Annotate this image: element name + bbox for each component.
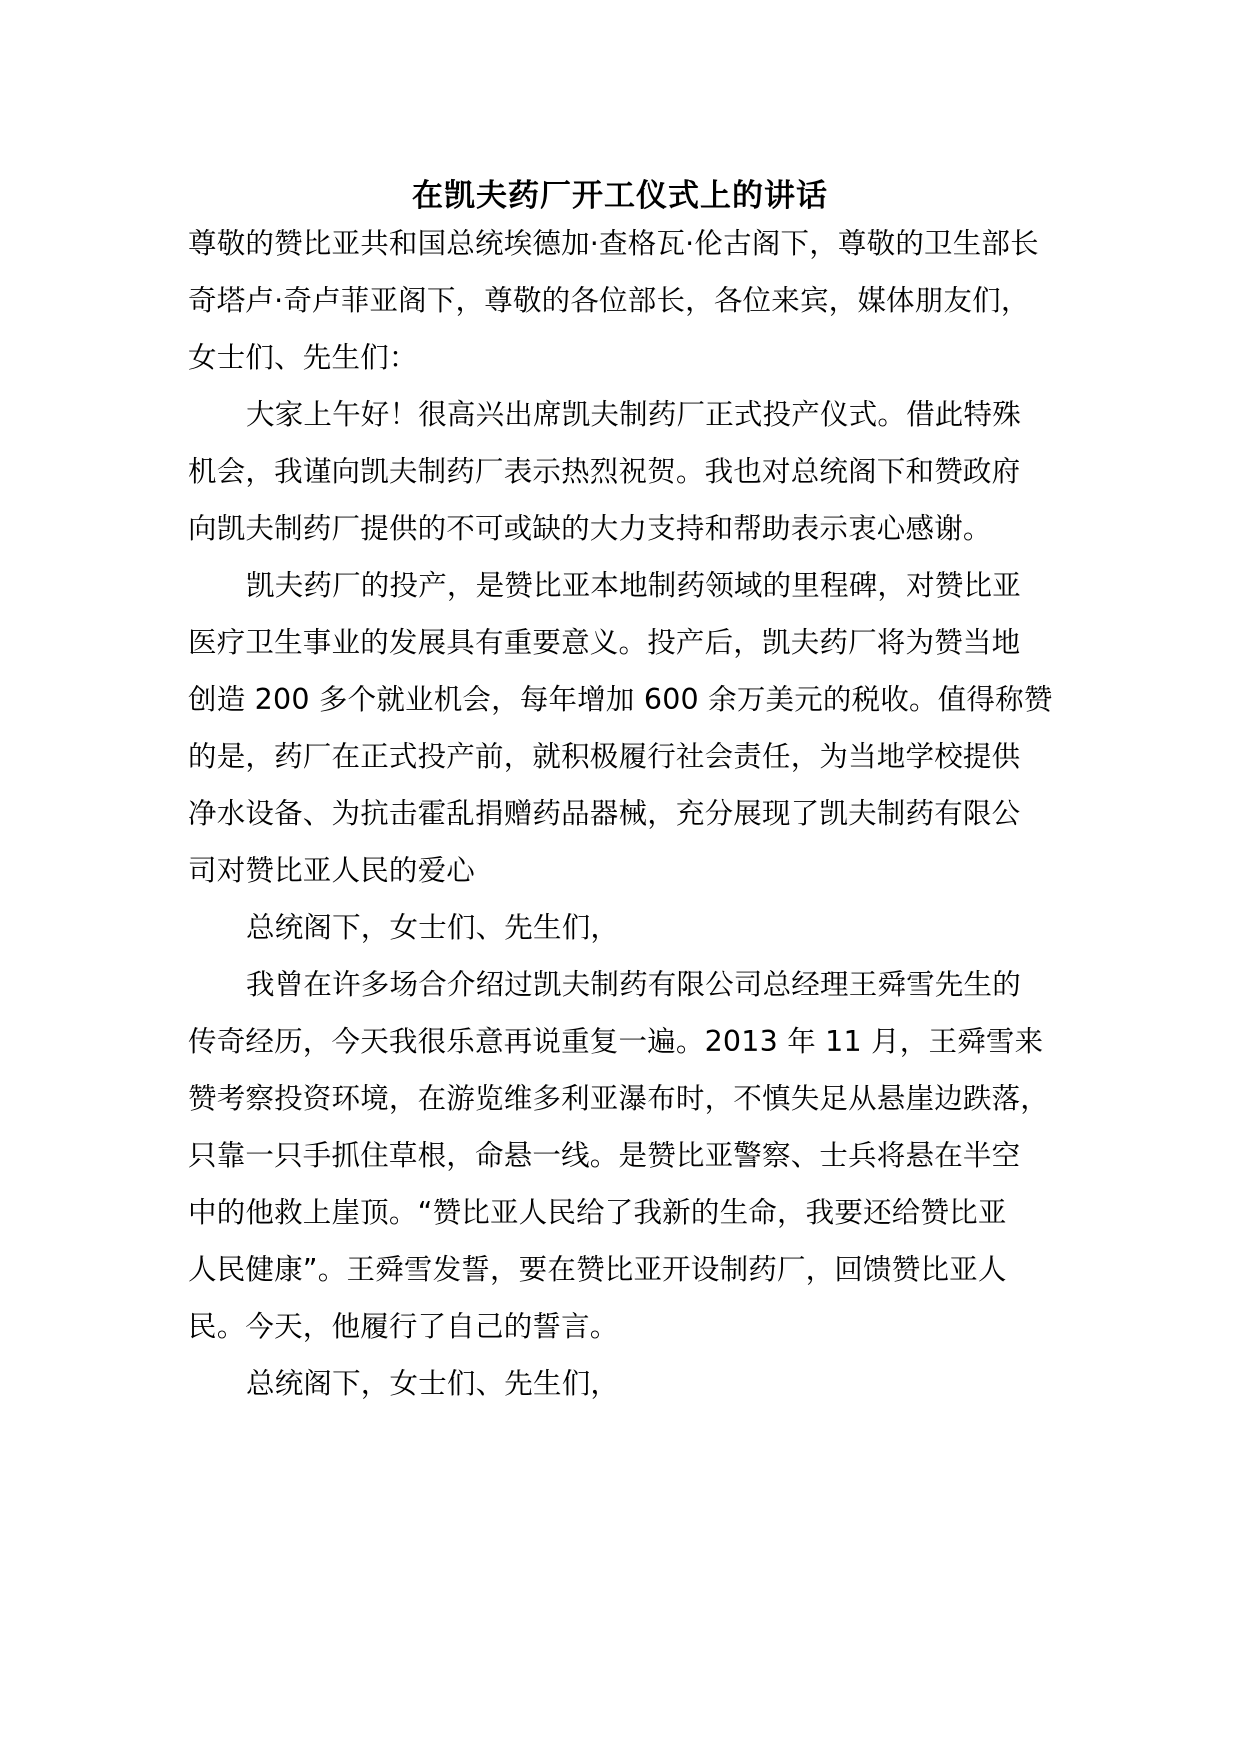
- paragraph-3-line-7: 民。今天，他履行了自己的誓言。: [188, 1310, 619, 1343]
- paragraph-1-line-3: 向凯夫制药厂提供的不可或缺的大力支持和帮助表示衷心感谢。: [188, 512, 992, 545]
- paragraph-3-line-2: 传奇经历，今天我很乐意再说重复一遍。2013 年 11 月，王舜雪来: [188, 1025, 1044, 1058]
- paragraph-2-line-1: 凯夫药厂的投产，是赞比亚本地制药领域的里程碑，对赞比亚: [246, 569, 1021, 602]
- paragraph-3-line-5: 中的他救上崖顶。“赞比亚人民给了我新的生命，我要还给赞比亚: [188, 1196, 1007, 1229]
- address-line-1: 总统阁下，女士们、先生们，: [246, 911, 620, 944]
- greeting-line-2: 奇塔卢·奇卢菲亚阁下，尊敬的各位部长，各位来宾，媒体朋友们，: [188, 284, 1030, 317]
- paragraph-1-line-1: 大家上午好！很高兴出席凯夫制药厂正式投产仪式。借此特殊: [246, 398, 1021, 431]
- document-title: 在凯夫药厂开工仪式上的讲话: [412, 178, 828, 214]
- greeting-line-1: 尊敬的赞比亚共和国总统埃德加·查格瓦·伦古阁下，尊敬的卫生部长: [188, 227, 1039, 260]
- paragraph-3-line-6: 人民健康”。王舜雪发誓，要在赞比亚开设制药厂，回馈赞比亚人: [188, 1253, 1007, 1286]
- paragraph-3-line-4: 只靠一只手抓住草根，命悬一线。是赞比亚警察、士兵将悬在半空: [188, 1139, 1021, 1172]
- paragraph-2-line-5: 净水设备、为抗击霍乱捐赠药品器械，充分展现了凯夫制药有限公: [188, 797, 1021, 830]
- paragraph-2-line-4: 的是，药厂在正式投产前，就积极履行社会责任，为当地学校提供: [188, 740, 1021, 773]
- paragraph-3-line-3: 赞考察投资环境，在游览维多利亚瀑布时，不慎失足从悬崖边跌落，: [188, 1082, 1050, 1115]
- paragraph-1-line-2: 机会，我谨向凯夫制药厂表示热烈祝贺。我也对总统阁下和赞政府: [188, 455, 1021, 488]
- paragraph-3-line-1: 我曾在许多场合介绍过凯夫制药有限公司总经理王舜雪先生的: [246, 968, 1021, 1001]
- paragraph-2-line-3: 创造 200 多个就业机会，每年增加 600 余万美元的税收。值得称赞: [188, 683, 1053, 716]
- paragraph-2-line-2: 医疗卫生事业的发展具有重要意义。投产后，凯夫药厂将为赞当地: [188, 626, 1021, 659]
- greeting-line-3: 女士们、先生们：: [188, 341, 418, 374]
- paragraph-2-line-6: 司对赞比亚人民的爱心: [188, 854, 476, 887]
- address-line-2: 总统阁下，女士们、先生们，: [246, 1367, 620, 1400]
